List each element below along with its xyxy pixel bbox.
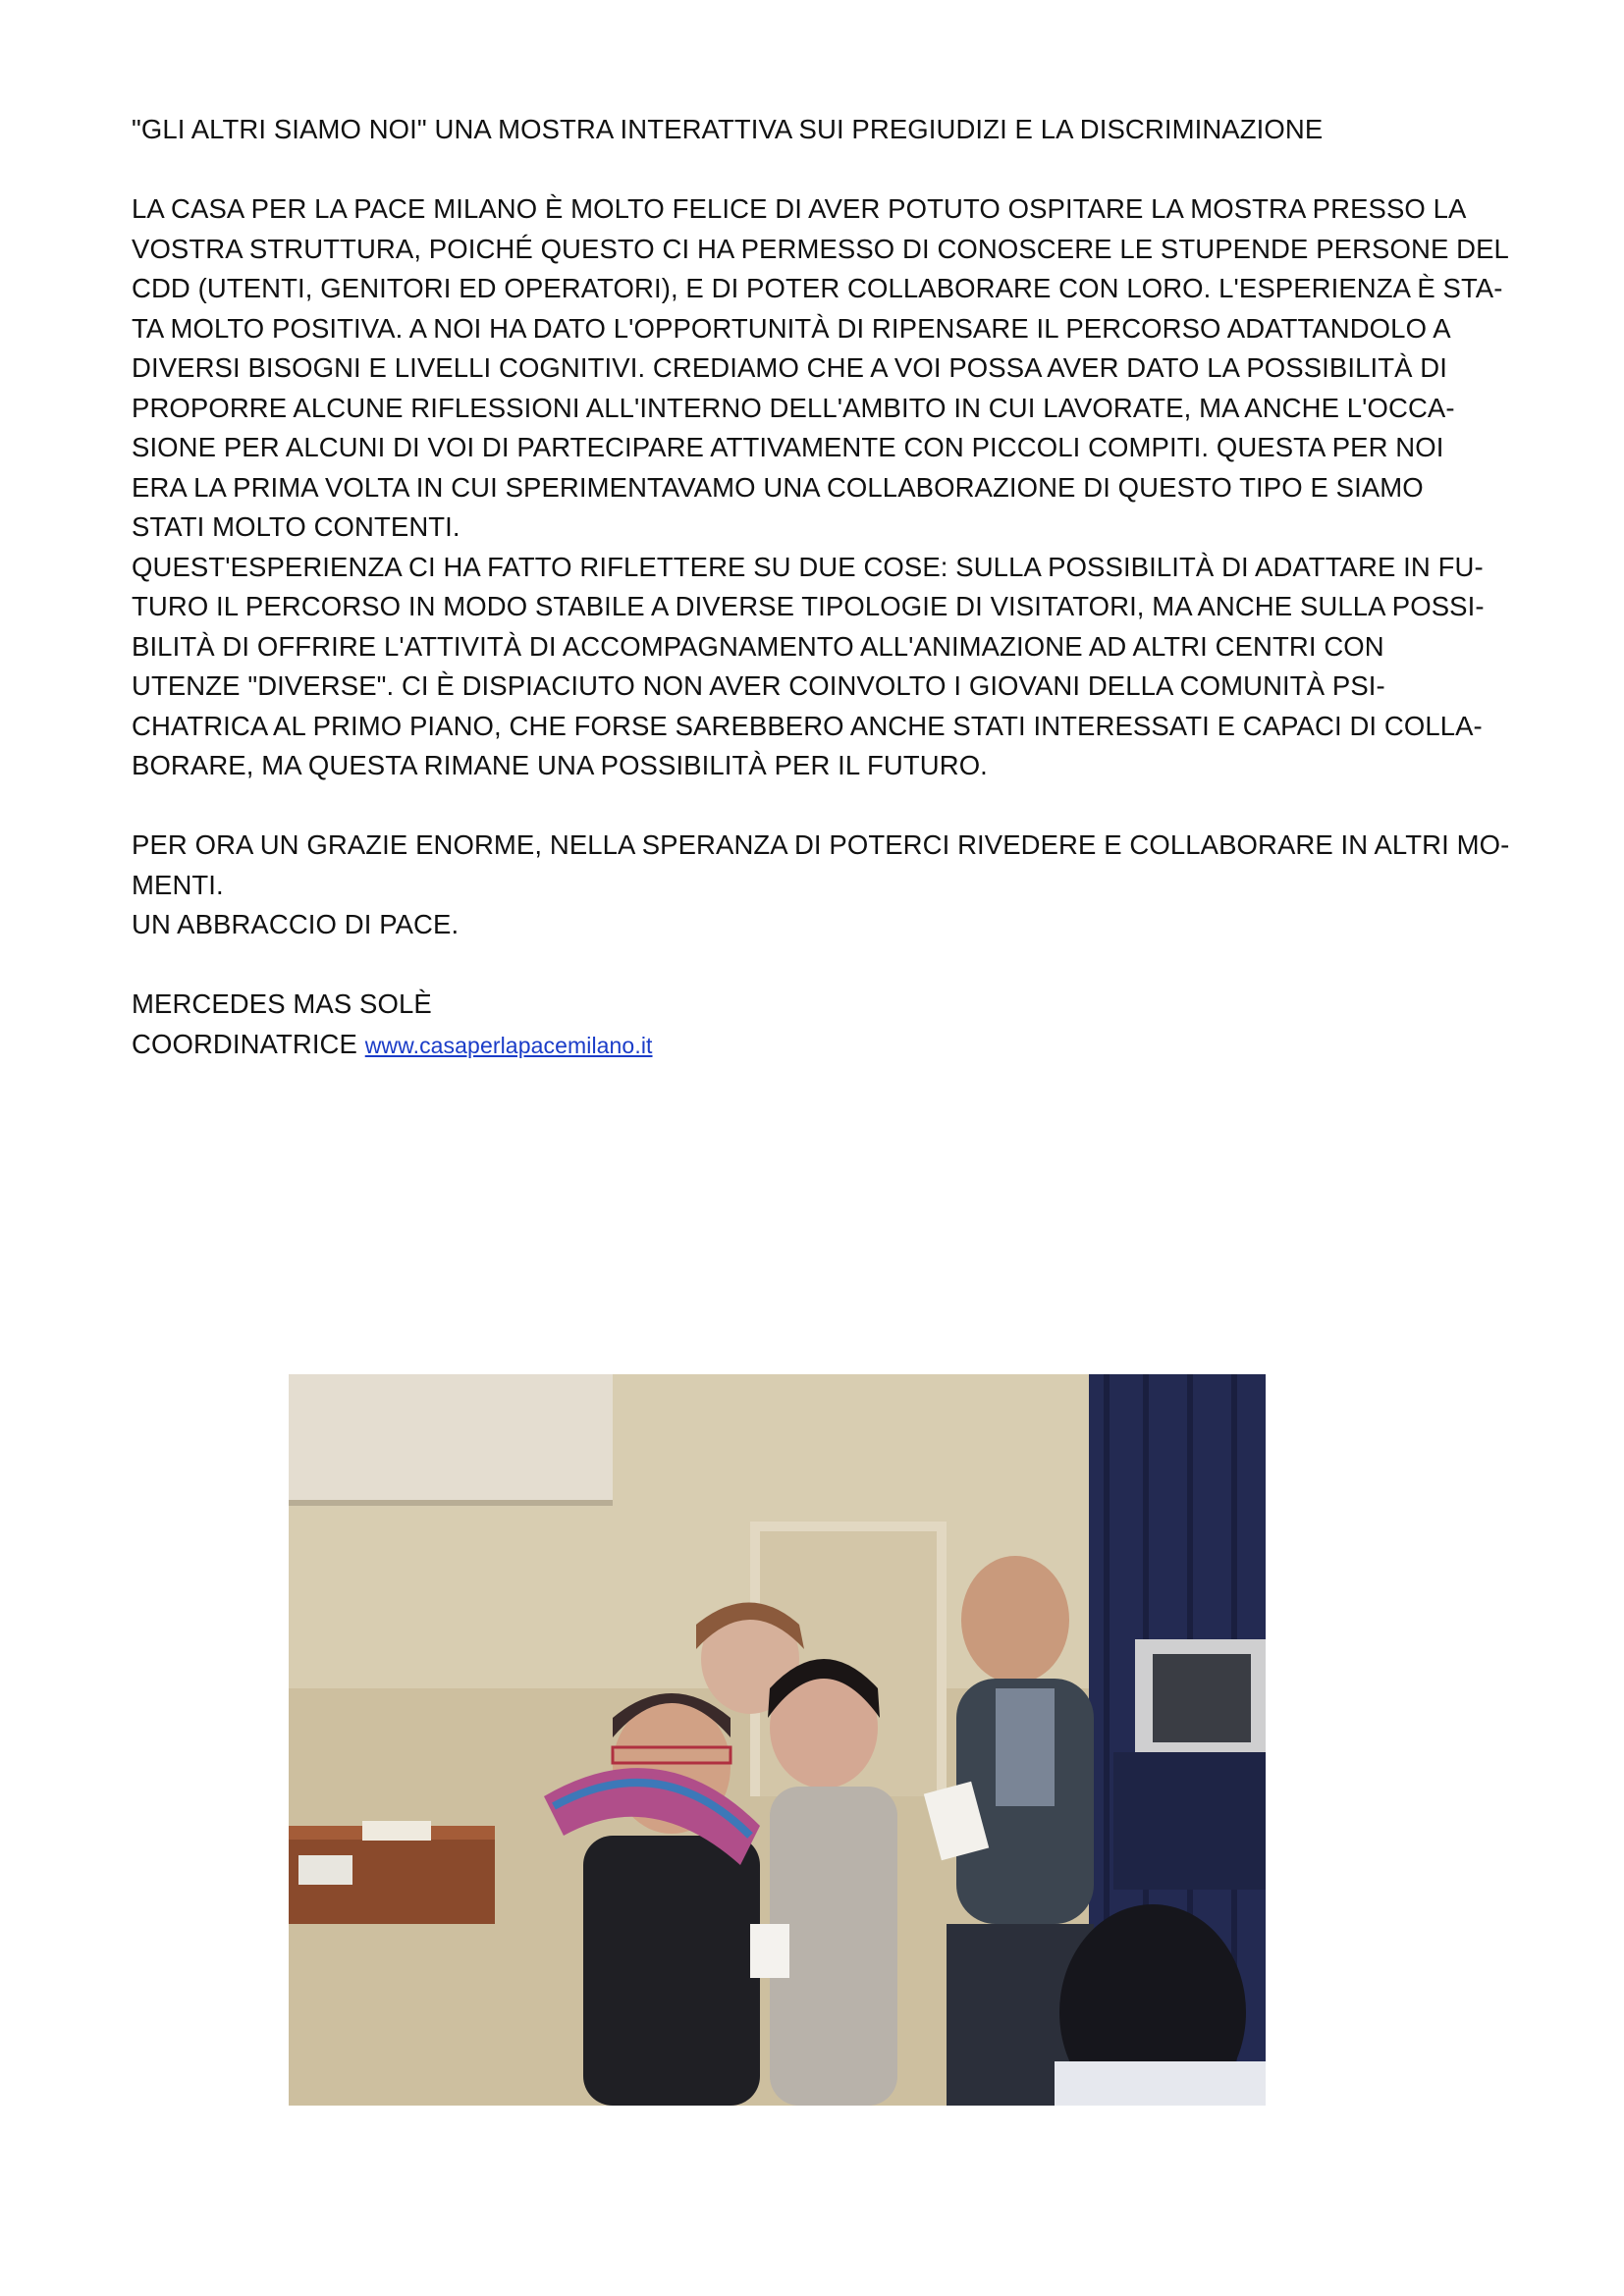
paragraph-line: VOSTRA STRUTTURA, POICHÉ QUESTO CI HA PERMESSO DI CONOSCERE LE STUPENDE PERSONE DEL — [132, 233, 1509, 264]
paragraph-line: UTENZE "DIVERSE". CI È DISPIACIUTO NON AVER COINVOLTO I GIOVANI DELLA COMUNITÀ PSI- — [132, 670, 1385, 701]
letter-body — [132, 110, 1510, 1064]
event-photo — [289, 1374, 1266, 2106]
signature-name: MERCEDES MAS SOLÈ — [132, 988, 432, 1019]
paragraph-line: QUEST'ESPERIENZA CI HA FATTO RIFLETTERE SU DUE COSE: SULLA POSSIBILITÀ DI ADATTARE IN FU- — [132, 551, 1484, 582]
paragraph-1 — [132, 189, 1509, 548]
paragraph-line: STATI MOLTO CONTENTI. — [132, 511, 460, 542]
paragraph-gap — [132, 786, 1506, 827]
closing-line: MENTI. — [132, 869, 224, 900]
closing-line: PER ORA UN GRAZIE ENORME, NELLA SPERANZA DI POTERCI RIVEDERE E COLLABORARE IN ALTRI MO- — [132, 829, 1510, 860]
signature-role: COORDINATRICE — [132, 1028, 357, 1059]
paragraph-line: CDD (UTENTI, GENITORI ED OPERATORI), E DI POTER COLLABORARE CON LORO. L'ESPERIENZA È STA- — [132, 273, 1503, 303]
paragraph-2 — [132, 548, 1506, 786]
paragraph-gap — [132, 945, 1506, 986]
paragraph-line: PROPORRE ALCUNE RIFLESSIONI ALL'INTERNO DELL'AMBITO IN CUI LAVORATE, MA ANCHE L'OCCA- — [132, 392, 1455, 423]
paragraph-line: BILITÀ DI OFFRIRE L'ATTIVITÀ DI ACCOMPAGNAMENTO ALL'ANIMAZIONE AD ALTRI CENTRI CON — [132, 630, 1384, 662]
website-link[interactable]: www.casaperlapacemilano.it — [364, 1032, 653, 1058]
closing-paragraph — [132, 826, 1510, 945]
paragraph-line: TURO IL PERCORSO IN MODO STABILE A DIVERSE TIPOLOGIE DI VISITATORI, MA ANCHE SULLA POSSI- — [132, 591, 1485, 621]
paragraph-line: ERA LA PRIMA VOLTA IN CUI SPERIMENTAVAMO UNA COLLABORAZIONE DI QUESTO TIPO E SIAMO — [132, 471, 1424, 503]
paragraph-line: LA CASA PER LA PACE MILANO È MOLTO FELICE DI AVER POTUTO OSPITARE LA MOSTRA PRESSO LA — [132, 193, 1467, 224]
closing-line: UN ABBRACCIO DI PACE. — [132, 909, 460, 939]
paragraph-line: DIVERSI BISOGNI E LIVELLI COGNITIVI. CREDIAMO CHE A VOI POSSA AVER DATO LA POSSIBILITÀ DI — [132, 352, 1447, 383]
paragraph-gap — [132, 150, 1506, 190]
signature — [132, 985, 1506, 1064]
paragraph-line: TA MOLTO POSITIVA. A NOI HA DATO L'OPPORTUNITÀ DI RIPENSARE IL PERCORSO ADATTANDOLO A — [132, 312, 1451, 344]
signature-role-line — [132, 1025, 1506, 1065]
paragraph-line: BORARE, MA QUESTA RIMANE UNA POSSIBILITÀ PER IL FUTURO. — [132, 750, 988, 780]
paragraph-line: CHATRICA AL PRIMO PIANO, CHE FORSE SAREBBERO ANCHE STATI INTERESSATI E CAPACI DI COLLA- — [132, 710, 1483, 741]
document-title: "GLI ALTRI SIAMO NOI" UNA MOSTRA INTERATTIVA SUI PREGIUDIZI E LA DISCRIMINAZIONE — [132, 114, 1324, 144]
paragraph-line: SIONE PER ALCUNI DI VOI DI PARTECIPARE ATTIVAMENTE CON PICCOLI COMPITI. QUESTA PER NOI — [132, 432, 1444, 462]
